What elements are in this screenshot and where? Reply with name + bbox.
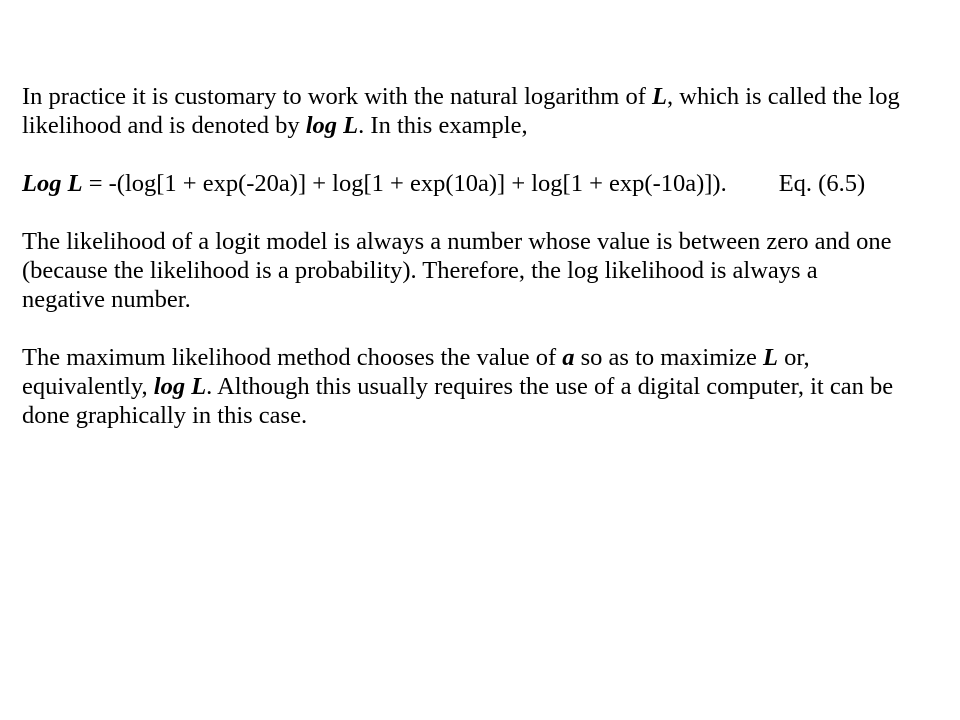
max-likelihood-line-1 xyxy=(22,343,942,372)
text-run: . Although this usually requires the use of a digital computer, it can be xyxy=(206,373,894,400)
text-run: equivalently, xyxy=(22,373,154,400)
slide-body xyxy=(22,82,942,430)
text-run: or, xyxy=(777,344,810,371)
intro-paragraph xyxy=(22,82,942,140)
equation-rhs: = -(log[1 + exp(-20a)] + log[1 + exp(10a)] + log[1 + exp(-10a)]). xyxy=(82,170,727,197)
text-run: likelihood and is denoted by xyxy=(22,112,306,139)
likelihood-line-1: The likelihood of a logit model is always a number whose value is between zero and one xyxy=(22,228,892,255)
emphasis-log-L: log L xyxy=(305,112,359,139)
emphasis-log-L: log L xyxy=(153,373,207,400)
equation-6-5 xyxy=(22,169,942,198)
emphasis-L: L xyxy=(762,344,778,371)
intro-line-1 xyxy=(22,82,942,111)
equation-label: Eq. (6.5) xyxy=(778,170,866,197)
max-likelihood-line-3: done graphically in this case. xyxy=(22,402,308,429)
likelihood-line-3: negative number. xyxy=(22,286,191,313)
text-run: so as to maximize xyxy=(574,344,763,371)
text-run: . In this example, xyxy=(358,112,528,139)
text-run: In practice it is customary to work with the natural logarithm of xyxy=(22,83,653,110)
equation-lhs: Log L xyxy=(22,170,83,197)
max-likelihood-line-2 xyxy=(22,372,942,401)
text-run: , which is called the log xyxy=(667,83,900,110)
emphasis-a: a xyxy=(562,344,575,371)
likelihood-line-2: (because the likelihood is a probability). Therefore, the log likelihood is always a xyxy=(22,257,818,284)
intro-line-2 xyxy=(22,111,942,140)
max-likelihood-paragraph xyxy=(22,343,942,430)
emphasis-L: L xyxy=(652,83,667,110)
text-run: The maximum likelihood method chooses the value of xyxy=(22,344,563,371)
likelihood-paragraph xyxy=(22,227,942,314)
